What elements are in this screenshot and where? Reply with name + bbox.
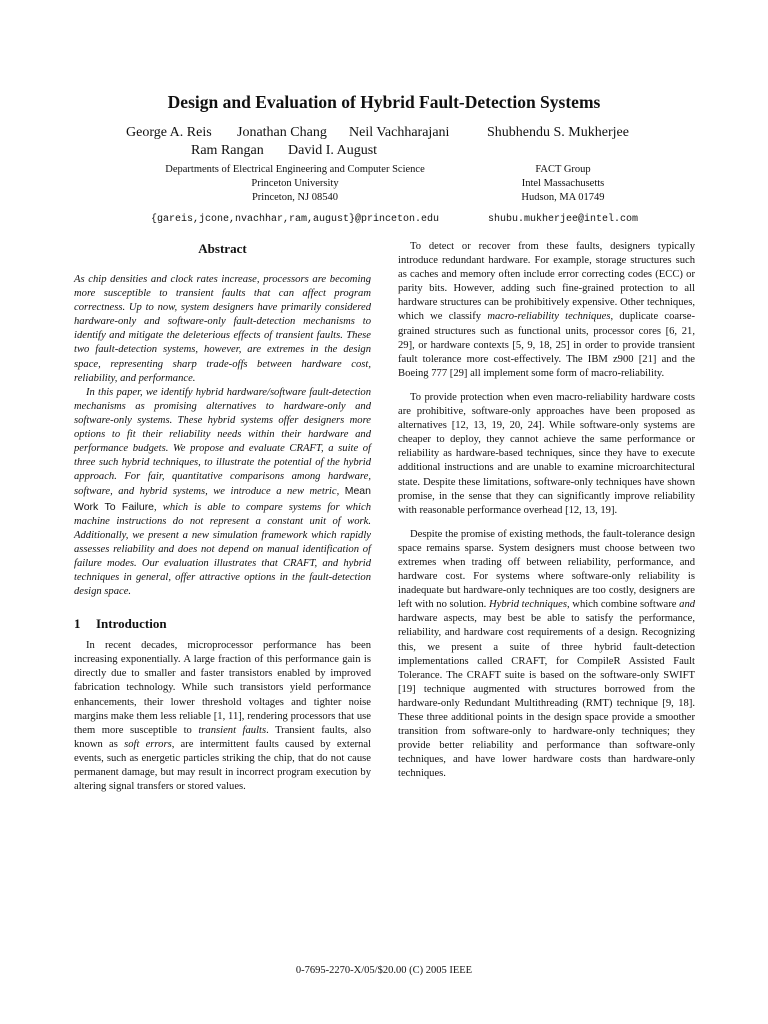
section-heading xyxy=(74,615,371,633)
author-name: Neil Vachharajani xyxy=(349,125,450,140)
affiliation-intel xyxy=(468,163,658,227)
author-name: Ram Rangan xyxy=(191,143,264,158)
body-text: hardware aspects, may best be able to satisfy the performance, reliability, and hardware cost requirements of a design. Recognizing this, we present a suite of three hybrid fault-detection implementations called CRAFT, for CompileR Assisted Fault Tolerance. The CRAFT suite is based on the software-only SWIFT [19] technique augmented with structures borrowed from the hardware-only Redundant Multithreading (RMT) technique [9, 18]. These three additional points in the design space provide a smoother transition from software-only to hardware-only techniques; they provide better reliability and performance than software-only techniques, and have lower hardware costs than hardware-only techniques. xyxy=(398,613,695,780)
abstract-heading: Abstract xyxy=(198,241,247,256)
left-column xyxy=(74,240,371,794)
abstract-text: As chip densities and clock rates increase, processors are becoming more susceptible to transient faults that can affect program correctness. Up to now, system designers have primarily considered hardware-only and software-only fault-detection mechanisms to identify and mitigate the deleterious effects of transient faults. These two fault-detection systems, however, are extremes in the design space, representing sharp trade-offs between hardware cost, reliability, and performance. xyxy=(74,274,371,384)
author-name: George A. Reis xyxy=(126,125,212,140)
body-text: , which combine software xyxy=(566,599,677,611)
affiliation-line: Departments of Electrical Engineering and Computer Science xyxy=(165,164,425,175)
body-paragraph xyxy=(398,391,695,518)
body-text: Despite the promise of existing methods, the fault-tolerance design space remains sparse. System designers must choose between two extremes when trading off between reliability, performance, and hardware cost. For systems where software-only reliability is inadequate but hardware-only techniques are too costly, designers are left with no solution. xyxy=(398,528,695,611)
emphasis-text: soft errors xyxy=(124,738,172,750)
body-text: To provide protection when even macro-reliability hardware costs are prohibitive, software-only approaches have been proposed as alternatives [12, 13, 19, 20, 24]. While software-only systems are cheaper to deploy, they cannot achieve the same performance or reliability as hardware-based techniques, since they have to execute additional instructions and are unable to examine microarchitectural state. Despite these limitations, software-only techniques have shown promise, in the sense that they can significantly improve reliability with reasonable performance overhead [12, 13, 19]. xyxy=(398,391,695,516)
affiliation-line: Princeton University xyxy=(251,178,339,190)
abstract-text: In this paper, we identify hybrid hardware/software fault-detection mechanisms as promising alternatives to hardware-only and software-only systems. These hybrid systems offer designers more options to fit their reliability needs within their hardware and performance budgets. We propose and evaluate CRAFT, a suite of three such hybrid techniques, to illustrate the potential of the hybrid approach. For fair, quantitative comparisons among hardware, software, and hybrid systems, we introduce a new metric, xyxy=(74,386,371,498)
author-name: David I. August xyxy=(288,143,378,158)
copyright-footer: 0-7695-2270-X/05/$20.00 (C) 2005 IEEE xyxy=(295,965,473,976)
metric-name: Mean Work To Failure xyxy=(74,485,371,513)
body-text: . Transient faults, also known as xyxy=(74,724,371,750)
body-text: , are intermittent faults caused by external events, such as energetic particles striking the chip, that do not cause permanent damage, but may result in incorrect program execution by altering signal transfers or stored values. xyxy=(74,738,371,793)
paper-title: Design and Evaluation of Hybrid Fault-Detection Systems xyxy=(167,92,601,112)
affiliation-princeton xyxy=(130,163,460,227)
section-title: Introduction xyxy=(96,616,167,632)
emphasis-text: Hybrid techniques xyxy=(489,599,567,611)
abstract-text: , which is able to compare systems for which machine instructions do not represent a constant unit of work. Additionally, we present a new simulation framework which rapidly assesses reliability and does not depend on manual identification of failure modes. Our evaluation illustrates that CRAFT, and hybrid techniques in general, offer attractive options in the fault-detection design space. xyxy=(74,501,371,598)
body-text: , duplicate coarse-grained structures such as functional units, processor cores [6, 21, 29], or hardware contexts [5, 9, 18, 25] in order to provide transient fault tolerance more cost-effectively. The IBM z900 [21] and the Boeing 777 [29] all implement some form of macro-reliability. xyxy=(398,311,695,379)
section-number: 1 xyxy=(74,616,81,632)
body-text: To detect or recover from these faults, designers typically introduce redundant hardware. For example, storage structures such as caches and memory often include error correcting codes (ECC) or parity bits. However, adding such fine-grained protection to all hardware structures can be prohibitively expensive. Other techniques, which we classify xyxy=(398,241,695,323)
body-text: In recent decades, microprocessor performance has been increasing exponentially. A large fraction of this performance gain is directly due to smaller and faster transistors enabled by improved fabrication technology. While such transistors yield performance enhancements, their lower threshold voltages and tighter noise margins make them less reliable [1, 11], rendering processors that use them more susceptible to xyxy=(74,640,371,736)
affiliation-line: Intel Massachusetts xyxy=(521,178,605,190)
body-paragraph xyxy=(398,240,695,381)
affiliation-line: Princeton, NJ 08540 xyxy=(251,192,339,204)
emphasis-text: transient faults xyxy=(198,724,267,736)
abstract-paragraph xyxy=(74,386,371,599)
emphasis-text: and xyxy=(679,599,696,611)
email-princeton: {gareis,jcone,nvachhar,ram,august}@princeton.edu xyxy=(150,213,440,225)
right-column xyxy=(398,240,695,781)
abstract-paragraph xyxy=(74,273,371,386)
affiliation-line: Hudson, MA 01749 xyxy=(521,192,605,204)
emphasis-text: macro-reliability techniques xyxy=(487,311,611,323)
author-name: Jonathan Chang xyxy=(237,125,327,140)
author-name: Shubhendu S. Mukherjee xyxy=(487,125,629,140)
body-paragraph xyxy=(74,639,371,794)
affiliation-line: FACT Group xyxy=(535,164,591,175)
email-intel: shubu.mukherjee@intel.com xyxy=(487,213,639,225)
body-paragraph xyxy=(398,528,695,782)
